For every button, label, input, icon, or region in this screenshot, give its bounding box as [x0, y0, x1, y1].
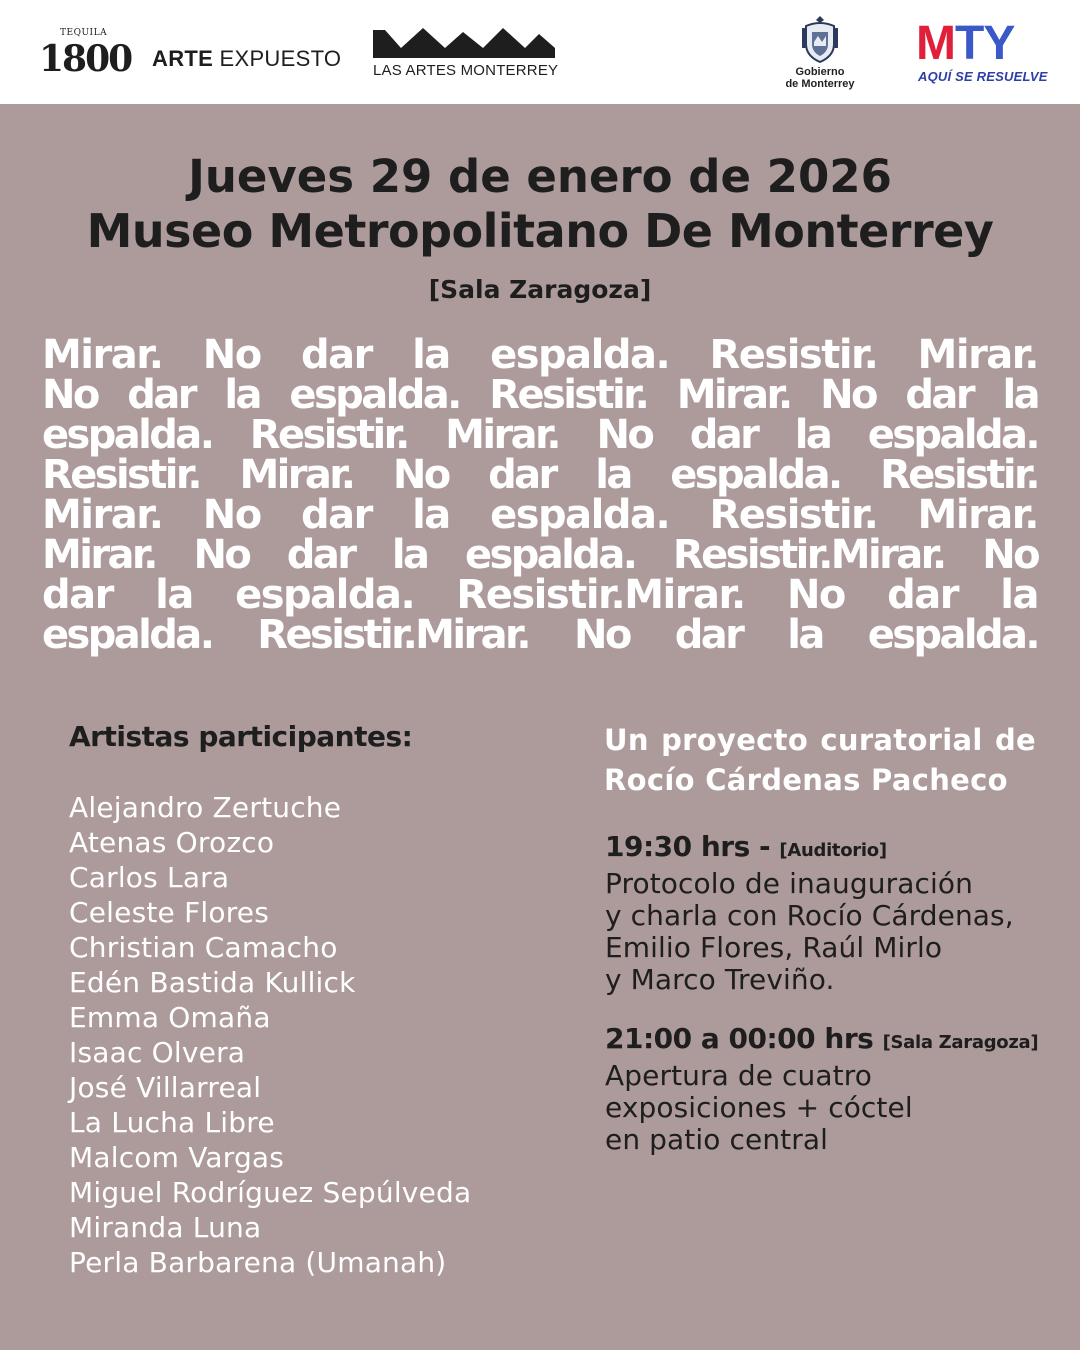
- manifesto-line: Mirar. No dar la espalda. Resistir. Mirar.: [42, 332, 1038, 378]
- schedule-time-row: [605, 1022, 1045, 1060]
- manifesto-line: No dar la espalda. Resistir. Mirar. No dar la: [42, 372, 1038, 418]
- artist-name: Malcom Vargas: [69, 1141, 285, 1174]
- arte-expuesto-logo: [152, 46, 341, 72]
- artist-name: Miranda Luna: [69, 1211, 262, 1244]
- artist-name: Celeste Flores: [69, 896, 270, 929]
- curator-credit: [604, 720, 1036, 800]
- manifesto-line: Mirar. No dar la espalda. Resistir.Mirar. No: [42, 532, 1038, 578]
- mty-logo: [916, 17, 1015, 70]
- artist-name: Edén Bastida Kullick: [69, 966, 356, 999]
- artist-name: Isaac Olvera: [69, 1036, 246, 1069]
- tequila-label: TEQUILA: [60, 28, 108, 38]
- artist-list: [69, 790, 471, 1280]
- artist-name: La Lucha Libre: [69, 1106, 275, 1139]
- las-artes-monterrey-logo: LAS ARTES MONTERREY: [373, 62, 559, 79]
- curator-name: Rocío Cárdenas Pacheco: [604, 763, 1008, 797]
- artists-heading: Artistas participantes:: [69, 720, 413, 753]
- curator-line: Un proyecto curatorial de: [604, 723, 1036, 757]
- schedule-time: 21:00 a 00:00 hrs: [605, 1022, 874, 1055]
- artist-name: Carlos Lara: [69, 861, 230, 894]
- schedule-time: 19:30 hrs -: [605, 830, 771, 863]
- manifesto-text: [42, 332, 1038, 658]
- arte-word: ARTE: [152, 46, 214, 71]
- expuesto-word: EXPUESTO: [213, 46, 342, 71]
- event-room: [Sala Zaragoza]: [428, 275, 652, 304]
- event-venue: Museo Metropolitano De Monterrey: [86, 204, 994, 258]
- schedule-item: [605, 830, 1045, 996]
- schedule-place: [Auditorio]: [779, 840, 887, 861]
- artist-name: Alejandro Zertuche: [69, 791, 342, 824]
- monterrey-line: de Monterrey: [785, 78, 855, 90]
- manifesto-line: espalda. Resistir.Mirar. No dar la espalda.: [42, 612, 1038, 658]
- schedule-item: [605, 1022, 1045, 1156]
- artist-name: Miguel Rodríguez Sepúlveda: [69, 1176, 472, 1209]
- artist-name: Christian Camacho: [69, 931, 338, 964]
- manifesto-line: dar la espalda. Resistir.Mirar. No dar la: [42, 572, 1038, 618]
- manifesto-line: espalda. Resistir. Mirar. No dar la espalda.: [42, 412, 1038, 458]
- gobierno-monterrey-logo: [770, 66, 870, 90]
- manifesto-line: Resistir. Mirar. No dar la espalda. Resistir.: [42, 452, 1038, 498]
- mty-letter-m: M: [916, 17, 955, 70]
- gobierno-line: Gobierno: [795, 66, 845, 78]
- tequila-1800-wordmark: 1800: [39, 38, 132, 80]
- manifesto-line: Mirar. No dar la espalda. Resistir. Mirar.: [42, 492, 1038, 538]
- schedule-time-row: [605, 830, 1045, 868]
- artist-name: Emma Omaña: [69, 1001, 271, 1034]
- artist-name: Atenas Orozco: [69, 826, 275, 859]
- header-bar: [0, 0, 1080, 104]
- mty-tagline: AQUÍ SE RESUELVE: [918, 69, 1048, 84]
- artist-name: Perla Barbarena (Umanah): [69, 1246, 447, 1279]
- mountains-icon: [373, 26, 555, 58]
- monterrey-coat-of-arms-icon: [800, 14, 840, 64]
- schedule-description: Apertura de cuatro exposiciones + cóctel en patio central: [605, 1059, 913, 1156]
- schedule-description: Protocolo de inauguración y charla con Rocío Cárdenas, Emilio Flores, Raúl Mirlo y Marco Treviño.: [605, 867, 1014, 996]
- event-date: Jueves 29 de enero de 2026: [188, 150, 892, 203]
- schedule-place: [Sala Zaragoza]: [882, 1032, 1039, 1053]
- mty-letter-y: Y: [983, 17, 1015, 70]
- mty-letter-t: T: [954, 17, 984, 70]
- artist-name: José Villarreal: [69, 1071, 262, 1104]
